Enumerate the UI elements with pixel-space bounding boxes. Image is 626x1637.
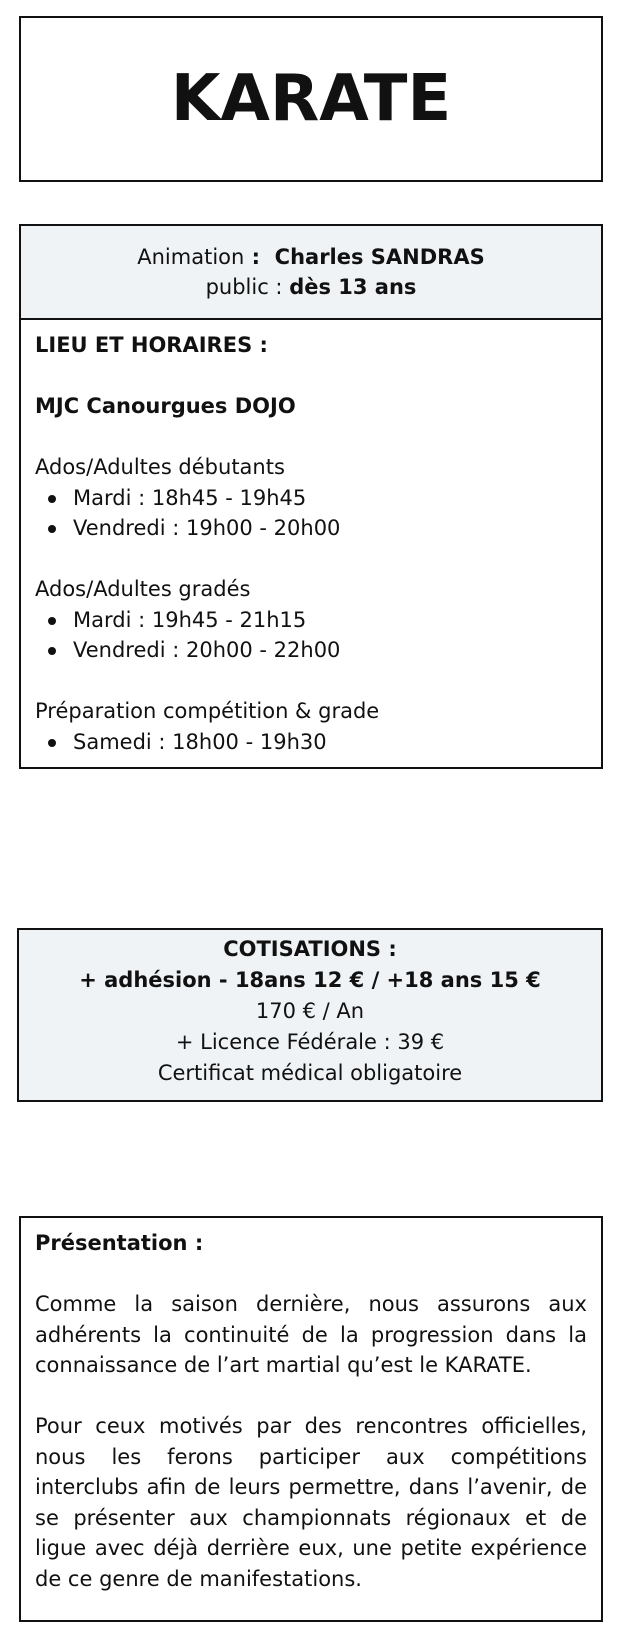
info-header [21,226,601,320]
presentation-heading: Présentation : [35,1231,204,1255]
fees-license: + Licence Fédérale : 39 € [175,1030,445,1054]
fees-annual: 170 € / An [255,999,365,1023]
slot-item: Mardi : 19h45 - 21h15 [73,605,587,636]
presentation-paragraph-1: Comme la saison dernière, nous assurons aux adhérents la continuité de la progression dans la connaissance de l’art martial qu’est le KARATE. [35,1292,587,1377]
fees-certificate: Certificat médical obligatoire [157,1061,463,1085]
public-label: public : [205,275,290,299]
animation-label: Animation [137,245,245,269]
slot-list [35,483,587,544]
presentation-box [19,1216,603,1622]
public-value: dès 13 ans [289,275,417,299]
slot-list [35,605,587,666]
title-box [19,16,603,182]
info-box [19,224,603,769]
animation-separator: : [244,245,275,269]
page-title: KARATE [170,62,452,136]
slot-item: Vendredi : 19h00 - 20h00 [73,513,587,544]
schedule-heading: LIEU ET HORAIRES : [35,333,268,357]
fees-box [17,928,603,1102]
fees-heading: COTISATIONS : [223,937,397,961]
slot-item: Samedi : 18h00 - 19h30 [73,727,587,758]
slot-item: Vendredi : 20h00 - 22h00 [73,635,587,666]
animation-line [21,242,601,272]
slot-item: Mardi : 18h45 - 19h45 [73,483,587,514]
group-name: Préparation compétition & grade [35,699,380,723]
group-name: Ados/Adultes débutants [35,455,285,479]
group-name: Ados/Adultes gradés [35,577,251,601]
fees-membership: + adhésion - 18ans 12 € / +18 ans 15 € [79,968,541,992]
public-line [21,272,601,302]
location: MJC Canourgues DOJO [35,394,296,418]
presentation-paragraph-2: Pour ceux motivés par des rencontres officielles, nous les ferons participer aux compétitions interclubs afin de leurs permettre, dans l’avenir, de se présenter aux championnats régionaux et de ligue avec déjà derrière eux, une petite expérience de ce genre de manifestations. [35,1414,587,1591]
slot-list [35,727,587,758]
animation-value: Charles SANDRAS [274,245,485,269]
info-body [21,320,601,757]
